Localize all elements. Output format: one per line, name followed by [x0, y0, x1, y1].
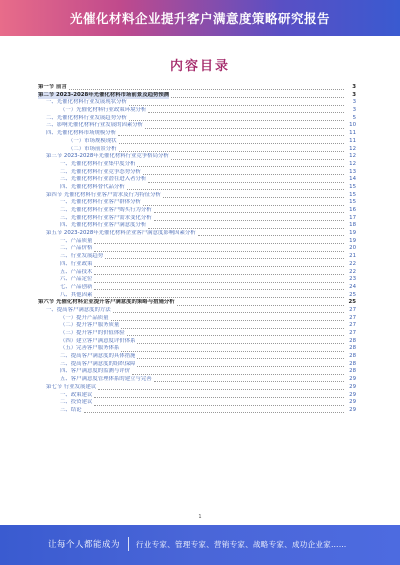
dot-leader	[148, 178, 344, 183]
toc-entry-text: 一、产品质量	[60, 237, 93, 244]
toc-entry[interactable]	[38, 322, 356, 330]
dot-leader	[132, 370, 344, 375]
toc-entry-text: 三、行业发展趋势	[60, 253, 104, 260]
toc-entry-text: （二）市场前景分析	[68, 145, 117, 152]
toc-entry[interactable]	[38, 284, 356, 292]
toc-entry-text: 二、光催化材料行业发展趋势分析	[46, 114, 127, 121]
toc-entry-page: 18	[349, 222, 356, 229]
toc-entry[interactable]	[38, 169, 356, 177]
dot-leader	[154, 216, 344, 221]
toc-entry-text: 第七节 行业发展建议	[46, 383, 97, 390]
toc-entry-page: 11	[349, 137, 356, 144]
toc-entry-page: 23	[349, 276, 356, 283]
dot-leader	[171, 93, 344, 98]
dot-leader	[148, 224, 344, 229]
dot-leader	[154, 208, 344, 213]
dot-leader	[94, 285, 344, 290]
toc-entry-page: 19	[349, 237, 356, 244]
dot-leader	[127, 331, 344, 336]
toc-entry[interactable]	[38, 99, 356, 107]
toc-entry[interactable]	[38, 315, 356, 323]
toc-entry-text: 五、产品技术	[60, 268, 93, 275]
toc-entry[interactable]	[38, 107, 356, 115]
toc-entry-text: 二、投资建议	[60, 399, 93, 406]
toc-entry[interactable]	[38, 361, 356, 369]
toc-entry[interactable]	[38, 153, 356, 161]
toc-entry-text: 七、产品创新	[60, 283, 93, 290]
toc-entry-text: 四、光催化材料市场规模分析	[46, 130, 117, 137]
toc-entry-page: 29	[349, 406, 356, 413]
toc-entry-page: 25	[349, 291, 356, 298]
toc-entry-page: 29	[349, 391, 356, 398]
toc-entry[interactable]	[38, 146, 356, 154]
dot-leader	[129, 101, 344, 106]
toc-entry-text: （一）市场规模现状	[68, 137, 117, 144]
toc-entry[interactable]	[38, 184, 356, 192]
toc-entry-page: 27	[349, 314, 356, 321]
toc-entry[interactable]	[38, 238, 356, 246]
toc-entry-text: 第一节 前言	[38, 84, 67, 90]
dot-leader	[137, 339, 344, 344]
toc-entry-page: 24	[349, 283, 356, 290]
toc-entry-text: 第四节 光催化材料行业客户需求及行为特征分析	[46, 191, 161, 198]
toc-entry[interactable]	[38, 307, 356, 315]
toc-entry[interactable]	[38, 161, 356, 169]
toc-entry-text: 三、光催化材料行业客户需求变化分析	[60, 214, 152, 221]
toc-entry[interactable]	[38, 115, 356, 123]
toc-entry-page: 29	[349, 399, 356, 406]
dot-leader	[84, 408, 344, 413]
toc-entry[interactable]	[38, 276, 356, 284]
dot-leader	[69, 85, 344, 90]
dot-leader	[121, 347, 344, 352]
toc-title: 内容目录	[169, 59, 230, 74]
toc-entry-page: 22	[349, 260, 356, 267]
toc-entry-page: 5	[352, 114, 356, 121]
table-of-contents	[38, 84, 356, 415]
toc-entry[interactable]	[38, 353, 356, 361]
page-number: 1	[198, 514, 202, 520]
toc-entry-text: 二、产品价格	[60, 245, 93, 252]
toc-entry[interactable]	[38, 192, 356, 200]
toc-entry-text: （五）完善客户服务体系	[60, 345, 120, 352]
footer-divider	[128, 537, 129, 551]
toc-entry-page: 27	[349, 322, 356, 329]
toc-entry-page: 12	[349, 145, 356, 152]
toc-entry[interactable]	[38, 345, 356, 353]
toc-entry-page: 15	[349, 191, 356, 198]
toc-entry-page: 20	[349, 245, 356, 252]
toc-entry[interactable]	[38, 399, 356, 407]
toc-entry[interactable]	[38, 130, 356, 138]
dot-leader	[137, 362, 344, 367]
dot-leader	[105, 254, 344, 259]
dot-leader	[145, 124, 344, 129]
dot-leader	[111, 316, 344, 321]
footer-banner	[0, 525, 400, 565]
toc-entry-page: 21	[349, 253, 356, 260]
toc-entry-text: 第三节 2023-2028年光催化材料行业竞争格局分析	[46, 153, 169, 160]
toc-entry-text: 二、光催化材料行业客户购买行为分析	[60, 207, 152, 213]
toc-entry-text: 一、光催化材料行业客户群体分析	[60, 199, 141, 206]
toc-entry-page: 19	[349, 230, 356, 237]
toc-entry-page: 28	[349, 337, 356, 344]
toc-entry[interactable]	[38, 269, 356, 277]
toc-entry-text: 一、政策建议	[60, 391, 93, 398]
toc-entry[interactable]	[38, 384, 356, 392]
report-title: 光催化材料企业提升客户满意度策略研究报告	[69, 11, 330, 26]
toc-entry[interactable]	[38, 338, 356, 346]
dot-leader	[137, 354, 344, 359]
toc-entry-page: 28	[349, 353, 356, 360]
toc-entry-page: 27	[349, 330, 356, 336]
toc-entry-text: （一）光催化材料行业政策环境分析	[60, 107, 147, 114]
toc-entry-text: 一、光催化材料行业发展现状分析	[46, 99, 127, 106]
toc-entry[interactable]	[38, 253, 356, 261]
toc-entry-page: 3	[352, 91, 356, 98]
dot-leader	[121, 324, 344, 329]
dot-leader	[163, 193, 344, 198]
dot-leader	[171, 155, 344, 160]
dot-leader	[118, 131, 344, 136]
toc-entry-text: 第六节 光催化材料企业提升客户满意度的策略与措施分析	[38, 299, 175, 306]
toc-entry-text: （一）提升产品质量	[60, 314, 109, 321]
toc-entry-text: （二）提升客户服务质量	[60, 322, 120, 329]
dot-leader	[127, 185, 344, 190]
toc-entry[interactable]	[38, 292, 356, 300]
toc-entry-text: 第二节 2023-2028年光催化材料市场前景及趋势预测	[38, 91, 170, 98]
dot-leader	[94, 393, 344, 398]
toc-entry-page: 29	[349, 376, 356, 383]
dot-leader	[94, 278, 344, 283]
toc-entry-page: 11	[349, 130, 356, 137]
toc-entry-text: 三、结论	[60, 406, 82, 413]
toc-entry[interactable]	[38, 330, 356, 338]
toc-entry[interactable]	[38, 392, 356, 400]
toc-entry-page: 10	[349, 122, 356, 129]
dot-leader	[143, 170, 344, 175]
toc-entry[interactable]	[38, 176, 356, 184]
toc-entry[interactable]	[38, 261, 356, 269]
dot-leader	[129, 116, 344, 121]
dot-leader	[113, 308, 344, 313]
toc-entry-page: 15	[349, 183, 356, 190]
toc-entry-page: 12	[349, 153, 356, 160]
toc-entry-text: 二、提高客户满意度的具体措施	[60, 353, 136, 360]
toc-entry[interactable]	[38, 215, 356, 223]
header-banner	[0, 0, 400, 36]
toc-entry-text: 第五节 2023-2028年光催化材料企业客户满意度影响因素分析	[46, 230, 196, 237]
toc-entry-page: 3	[352, 107, 356, 114]
toc-entry-text: 一、提高客户满意度的方法	[46, 306, 111, 313]
toc-entry-page: 28	[349, 360, 356, 367]
dot-leader	[94, 262, 344, 267]
toc-entry[interactable]	[38, 122, 356, 130]
toc-entry-text: 四、行业政策	[60, 260, 93, 267]
dot-leader	[154, 377, 344, 382]
toc-entry-text: 五、客户满意度管理体系的建立与完善	[60, 376, 152, 383]
toc-entry-text: 六、产品定位	[60, 276, 93, 283]
toc-entry-page: 3	[352, 84, 356, 90]
toc-entry-page: 3	[352, 99, 356, 106]
dot-leader	[177, 301, 344, 306]
toc-entry-page: 28	[349, 345, 356, 352]
toc-entry[interactable]	[38, 299, 356, 307]
toc-entry-page: 12	[349, 160, 356, 167]
toc-entry-text: 四、光催化材料行业客户满意度分析	[60, 222, 147, 229]
toc-entry-page: 15	[349, 199, 356, 206]
toc-entry-text: 八、其他因素	[60, 291, 93, 298]
dot-leader	[137, 162, 344, 167]
toc-entry[interactable]	[38, 207, 356, 215]
dot-leader	[94, 239, 344, 244]
toc-entry-page: 14	[349, 176, 356, 183]
toc-entry-text: 四、客户满意度的监测与评价	[60, 368, 131, 375]
toc-entry-page: 25	[348, 299, 356, 306]
toc-entry[interactable]	[38, 245, 356, 253]
dot-leader	[94, 401, 344, 406]
dot-leader	[143, 201, 344, 206]
toc-entry[interactable]	[38, 199, 356, 207]
toc-entry-text: 三、光催化材料行业潜在进入者分析	[60, 176, 147, 183]
footer-tagline: 行业专家、管理专家、营销专家、战略专家、成功企业家……	[136, 540, 347, 549]
toc-entry-text: 二、光催化材料行业竞争态势分析	[60, 168, 141, 175]
toc-entry-page: 27	[349, 306, 356, 313]
toc-entry-text: 三、影响光催化材料行业发展的因素分析	[46, 122, 144, 129]
toc-entry[interactable]	[38, 84, 356, 92]
footer-slogan: 让每个人都能成为	[48, 540, 121, 550]
dot-leader	[98, 385, 344, 390]
toc-entry-text: 一、光催化材料行业集中度分析	[60, 160, 136, 167]
toc-entry-text: （三）提升客户的价值体验	[60, 330, 125, 336]
toc-entry[interactable]	[38, 376, 356, 384]
toc-entry[interactable]	[38, 222, 356, 230]
toc-entry[interactable]	[38, 230, 356, 238]
dot-leader	[119, 147, 344, 152]
toc-entry-page: 16	[349, 207, 356, 213]
toc-entry-page: 22	[349, 268, 356, 275]
dot-leader	[94, 247, 344, 252]
toc-entry[interactable]	[38, 368, 356, 376]
dot-leader	[94, 293, 344, 298]
toc-entry[interactable]	[38, 92, 356, 100]
dot-leader	[148, 108, 344, 113]
dot-leader	[119, 139, 344, 144]
toc-entry-page: 13	[349, 168, 356, 175]
toc-entry-text: （四）建立客户满意度评价体系	[60, 337, 136, 344]
toc-entry-page: 29	[349, 383, 356, 390]
toc-entry[interactable]	[38, 138, 356, 146]
toc-entry[interactable]	[38, 407, 356, 415]
toc-entry-page: 17	[349, 214, 356, 221]
dot-leader	[94, 270, 344, 275]
toc-entry-page: 28	[349, 368, 356, 375]
dot-leader	[198, 231, 344, 236]
toc-entry-text: 三、提高客户满意度的组织保障	[60, 360, 136, 367]
toc-entry-text: 四、光催化材料替代品分析	[60, 183, 125, 190]
